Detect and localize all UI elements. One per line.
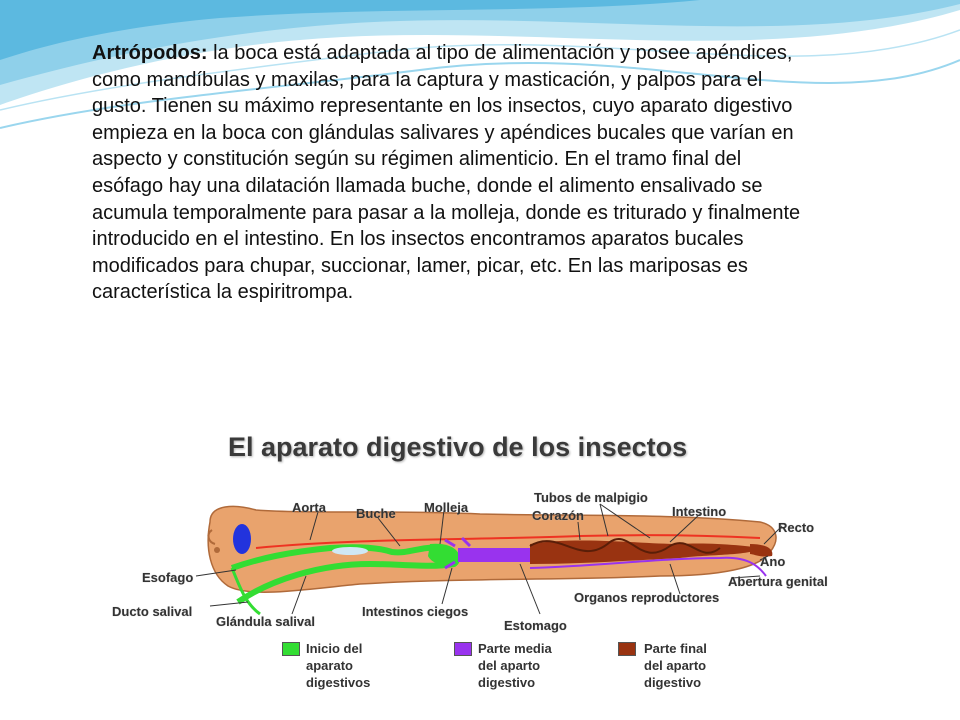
- label-aorta: Aorta: [292, 500, 326, 515]
- legend-label-hindgut: Parte final del aparto digestivo: [644, 641, 707, 690]
- label-tubos-malpigio: Tubos de malpigio: [534, 490, 648, 505]
- legend-swatch-foregut: [282, 642, 300, 656]
- legend-label-midgut: Parte media del aparto digestivo: [478, 641, 552, 690]
- label-esofago: Esofago: [142, 570, 194, 585]
- midgut: [458, 548, 530, 562]
- label-buche: Buche: [356, 506, 396, 521]
- eye: [233, 524, 251, 554]
- label-intestino: Intestino: [672, 504, 727, 519]
- paragraph-body: la boca está adaptada al tipo de alimentación y posee apéndices, como mandíbulas y maxilas, para la captura y masticación, y palpos para el gusto. Tienen su máximo representante en los insectos, cuyo aparato digestivo empieza en la boca con glándulas salivares y apéndices bucales que varían en aspecto y constitución según su régimen alimenticio. En el tramo final del esófago hay una dilatación llamada buche, donde el alimento ensalivado se acumula temporalmente para pasar a la molleja, donde es triturado y finalmente introducido en el intestino. En los insectos encontramos aparatos bucales modificados para chupar, succionar, lamer, picar, etc. En las mariposas es característica la espiritrompa.: [92, 42, 801, 304]
- label-recto: Recto: [778, 520, 815, 535]
- label-intestinos-ciegos: Intestinos ciegos: [362, 604, 469, 619]
- label-abertura-genital: Abertura genital: [728, 574, 828, 589]
- description-paragraph: [92, 40, 812, 306]
- legend-swatch-midgut: [454, 642, 472, 656]
- label-glandula-salival: Glándula salival: [216, 614, 315, 629]
- label-estomago: Estomago: [504, 618, 567, 633]
- legend-label-foregut: Inicio del aparato digestivos: [306, 641, 371, 690]
- label-organos-reproductores: Organos reproductores: [574, 590, 720, 605]
- label-ano: Ano: [760, 554, 786, 569]
- legend-swatch-hindgut: [618, 642, 636, 656]
- label-molleja: Molleja: [424, 500, 469, 515]
- diagram-title: El aparato digestivo de los insectos: [228, 432, 688, 462]
- insect-digestive-diagram: [60, 418, 892, 704]
- paragraph-lead: Artrópodos:: [92, 42, 208, 64]
- label-ducto-salival: Ducto salival: [112, 604, 193, 619]
- label-corazon: Corazón: [532, 508, 584, 523]
- crop: [332, 547, 368, 555]
